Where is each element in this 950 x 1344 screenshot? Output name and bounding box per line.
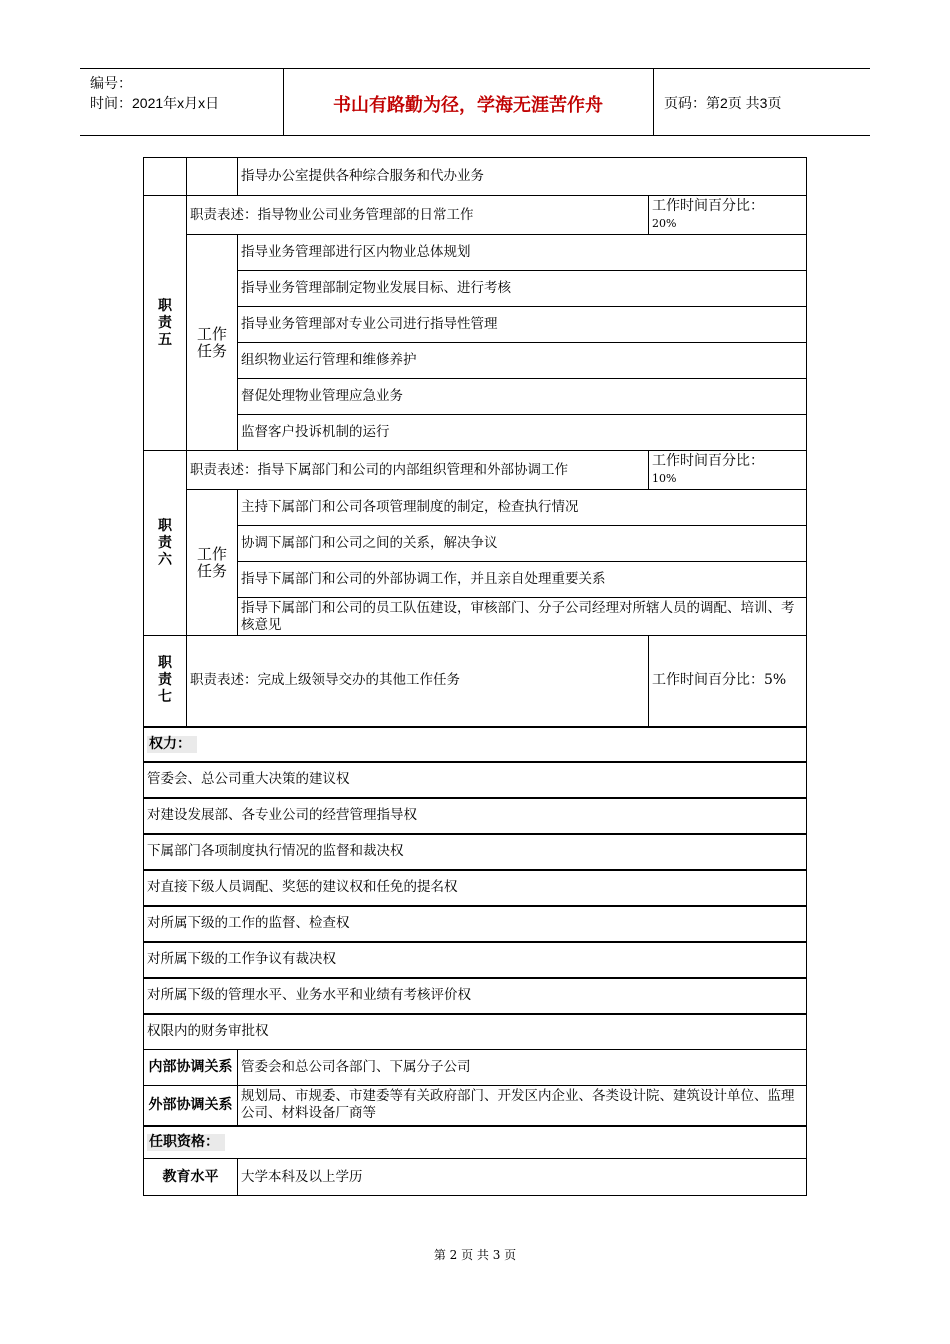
duty7-row [144,636,807,727]
external-relations-label: 外部协调关系 [144,1086,238,1126]
power-row [144,834,807,870]
duty6-task-row [144,526,807,562]
duty5-task: 指导业务管理部进行区内物业总体规划 [238,235,807,271]
header-meta [90,73,280,113]
power-item: 对所属下级的工作的监督、检查权 [144,906,807,942]
duty5-percent-label: 工作时间百分比： [652,198,764,214]
duty5-task-row [144,235,807,271]
power-item: 对建设发展部、各专业公司的经营管理指导权 [144,798,807,834]
page-header [80,68,870,136]
duty5-task-row [144,415,807,451]
duty6-task-row [144,562,807,598]
blank-cell [144,158,187,196]
duty7-percent: 工作时间百分比：5% [649,636,807,727]
powers-title-cell [144,727,807,762]
power-row [144,906,807,942]
duty5-task-row [144,343,807,379]
job-description-table [143,157,807,1196]
duty7-statement: 职责表述：完成上级领导交办的其他工作任务 [187,636,649,727]
power-row [144,978,807,1014]
duty5-percent-value: 20% [652,217,677,230]
power-item: 对直接下级人员调配、奖惩的建议权和任免的提名权 [144,870,807,906]
power-item: 对所属下级的工作争议有裁决权 [144,942,807,978]
duty5-task-row [144,379,807,415]
duty6-task: 指导下属部门和公司的员工队伍建设，审核部门、分子公司经理对所辖人员的调配、培训、考核意见 [238,598,807,636]
external-relations-row [144,1086,807,1126]
education-value: 大学本科及以上学历 [238,1159,807,1196]
duty6-percent [649,451,807,490]
duty5-task: 指导业务管理部制定物业发展目标、进行考核 [238,271,807,307]
task-cell: 指导办公室提供各种综合服务和代办业务 [238,158,807,196]
duty5-task: 监督客户投诉机制的运行 [238,415,807,451]
power-item: 管委会、总公司重大决策的建议权 [144,762,807,798]
power-row [144,942,807,978]
powers-title: 权力： [147,736,197,753]
duty5-label: 职 责 五 [144,196,187,451]
duty5-task-row [144,307,807,343]
qualification-title-row [144,1126,807,1159]
duty6-task-row [144,490,807,526]
internal-relations-value: 管委会和总公司各部门、下属分子公司 [238,1050,807,1086]
power-row [144,1014,807,1050]
duty6-percent-label: 工作时间百分比： [652,453,764,469]
powers-title-row [144,727,807,762]
qualification-title: 任职资格： [147,1134,225,1151]
duty5-task-row [144,271,807,307]
power-row [144,798,807,834]
qualification-title-cell [144,1126,807,1159]
blank-cell [187,158,238,196]
power-row [144,870,807,906]
duty6-task: 指导下属部门和公司的外部协调工作，并且亲自处理重要关系 [238,562,807,598]
power-item: 下属部门各项制度执行情况的监督和裁决权 [144,834,807,870]
education-label: 教育水平 [144,1159,238,1196]
duty6-label: 职 责 六 [144,451,187,636]
duty7-label: 职 责 七 [144,636,187,727]
duty6-percent-value: 10% [652,472,677,485]
duty5-task: 指导业务管理部对专业公司进行指导性管理 [238,307,807,343]
duty6-work-label: 工作 任务 [187,490,238,636]
duty6-statement-row [144,451,807,490]
header-page-number: 页码：第2页 共3页 [664,95,782,111]
doc-number-label: 编号： [90,75,132,91]
header-motto: 书山有路勤为径，学海无涯苦作舟 [333,95,603,116]
internal-relations-row [144,1050,807,1086]
power-item: 权限内的财务审批权 [144,1014,807,1050]
page-footer: 第 2 页 共 3 页 [433,1248,517,1262]
duty5-work-label: 工作 任务 [187,235,238,451]
power-row [144,762,807,798]
duty6-task: 主持下属部门和公司各项管理制度的制定，检查执行情况 [238,490,807,526]
doc-time-label: 时间：2021年x月x日 [90,95,220,111]
duty5-percent [649,196,807,235]
duty5-statement: 职责表述：指导物业公司业务管理部的日常工作 [187,196,649,235]
duty5-task: 督促处理物业管理应急业务 [238,379,807,415]
duty6-task-row [144,598,807,636]
duty6-statement: 职责表述：指导下属部门和公司的内部组织管理和外部协调工作 [187,451,649,490]
education-row [144,1159,807,1196]
power-item: 对所属下级的管理水平、业务水平和业绩有考核评价权 [144,978,807,1014]
duty6-task: 协调下属部门和公司之间的关系，解决争议 [238,526,807,562]
duty5-task: 组织物业运行管理和维修养护 [238,343,807,379]
header-divider [653,69,654,135]
duty5-statement-row [144,196,807,235]
external-relations-value: 规划局、市规委、市建委等有关政府部门、开发区内企业、各类设计院、建筑设计单位、监理公司、材料设备厂商等 [238,1086,807,1126]
continuation-row [144,158,807,196]
internal-relations-label: 内部协调关系 [144,1050,238,1086]
